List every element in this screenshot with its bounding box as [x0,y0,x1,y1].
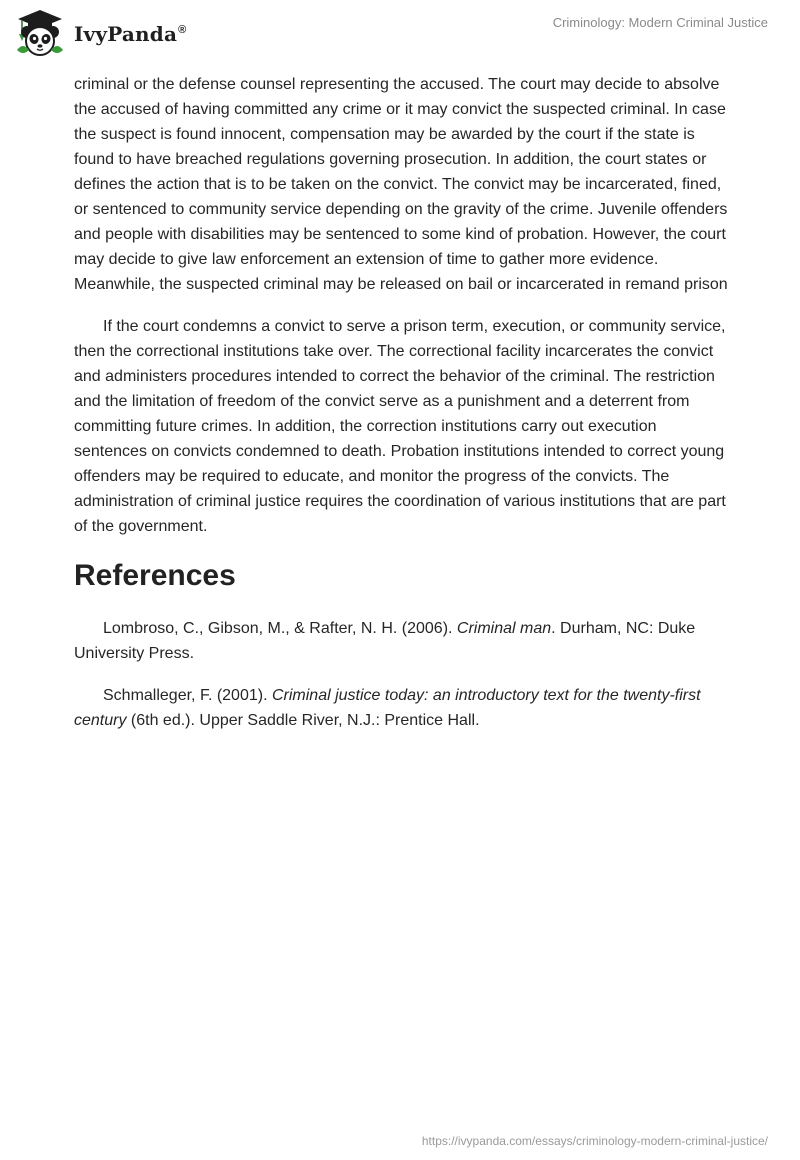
body-paragraph: If the court condemns a convict to serve a prison term, execution, or community service, then the correctional institutions take over. The correctional facility incarcerates the convict and administers procedures intended to correct the behavior of the criminal. The restriction and the limitation of freedom of the convict serve as a punishment and a deterrent from committing future crimes. In addition, the correction institutions carry out execution sentences on convicts condemned to death. Probation institutions intended to correct young offenders may be required to educate, and monitor the progress of the convicts. The administration of criminal justice requires the coordination of various institutions that are part of the government. [74,318,726,535]
panda-graduate-icon [14,8,66,58]
reference-authors: Schmalleger, F. (2001). [103,687,272,704]
reference-entry [74,616,730,666]
reference-authors: Lombroso, C., Gibson, M., & Rafter, N. H. (2006). [103,620,457,637]
brand-name: IvyPanda® [74,22,187,46]
registered-mark: ® [178,24,187,37]
body-paragraph: criminal or the defense counsel representing the accused. The court may decide to absolve the accused of having committed any crime or it may convict the suspected criminal. In case the suspect is found innocent, compensation may be awarded by the court if the state is found to have breached regulations governing prosecution. In addition, the court states or defines the action that is to be taken on the convict. The convict may be incarcerated, fined, or sentenced to community service depending on the gravity of the crime. Juvenile offenders and people with disabilities may be sentenced to some kind of probation. However, the court may decide to give law enforcement an extension of time to gather more evidence. Meanwhile, the suspected criminal may be released on bail or incarcerated in remand prison [74,76,728,293]
brand-logo[interactable] [14,8,186,58]
document-title: Criminology: Modern Criminal Justice [552,15,768,30]
references-heading: References [74,559,236,592]
reference-publisher: (6th ed.). Upper Saddle River, N.J.: Prentice Hall. [126,712,480,729]
essay-content [74,72,730,750]
source-url-link[interactable]: https://ivypanda.com/essays/criminology-modern-criminal-justice/ [421,1134,768,1148]
reference-entry [74,683,730,733]
reference-title: Criminal man [456,620,552,637]
reference-title: Criminal justice today: an introductory text for the twenty-first century [74,687,701,729]
reference-publisher: . Durham, NC: Duke University Press. [74,620,696,662]
page-header [0,0,800,64]
